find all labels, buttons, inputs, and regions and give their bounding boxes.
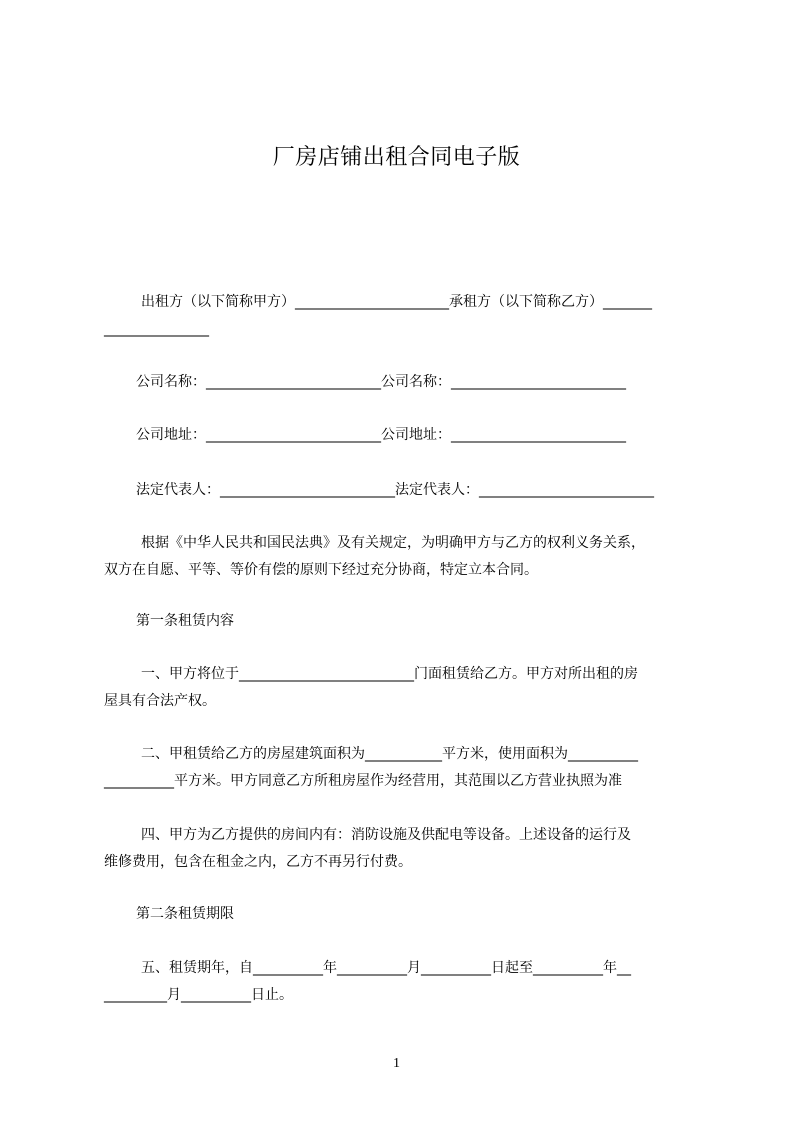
- document-title: 厂房店铺出租合同电子版: [272, 145, 521, 170]
- company-name-line: 公司名称：_________________________公司名称：_________________________: [136, 374, 626, 390]
- clause-line: 一、甲方将位于_________________________门面租赁给乙方。甲方对所出租的房: [141, 666, 638, 682]
- clause-line: __________平方米。甲方同意乙方所租房屋作为经营用，其范围以乙方营业执照为准: [104, 773, 622, 789]
- preamble-paragraph-line: 根据《中华人民共和国民法典》及有关规定，为明确甲方与乙方的权利义务关系，: [141, 535, 645, 551]
- clause-line: 维修费用，包含在租金之内，乙方不再另行付费。: [104, 854, 412, 870]
- clause-line: 五、租赁期年，自__________年__________月__________日起至__________年__: [141, 960, 631, 976]
- preamble-paragraph-line: 双方在自愿、平等、等价有偿的原则下经过充分协商，特定立本合同。: [104, 562, 538, 578]
- article-heading: 第一条租赁内容: [136, 613, 234, 629]
- article-heading: 第二条租赁期限: [136, 906, 234, 922]
- clause-line: _________月__________日止。: [104, 987, 293, 1003]
- clause-line: 二、甲租赁给乙方的房屋建筑面积为___________平方米，使用面积为__________: [141, 746, 638, 762]
- party-line: 出租方（以下简称甲方）______________________承租方（以下简称乙方）_______: [141, 294, 652, 310]
- company-address-line: 公司地址：_________________________公司地址：_________________________: [136, 427, 626, 443]
- page-number: 1: [393, 1056, 400, 1071]
- clause-line: 屋具有合法产权。: [104, 693, 216, 709]
- clause-line: 四、甲方为乙方提供的房间内有：消防设施及供配电等设备。上述设备的运行及: [141, 827, 631, 843]
- party-line-continued: _______________: [104, 321, 209, 337]
- legal-representative-line: 法定代表人：_________________________法定代表人：_________________________: [136, 482, 654, 498]
